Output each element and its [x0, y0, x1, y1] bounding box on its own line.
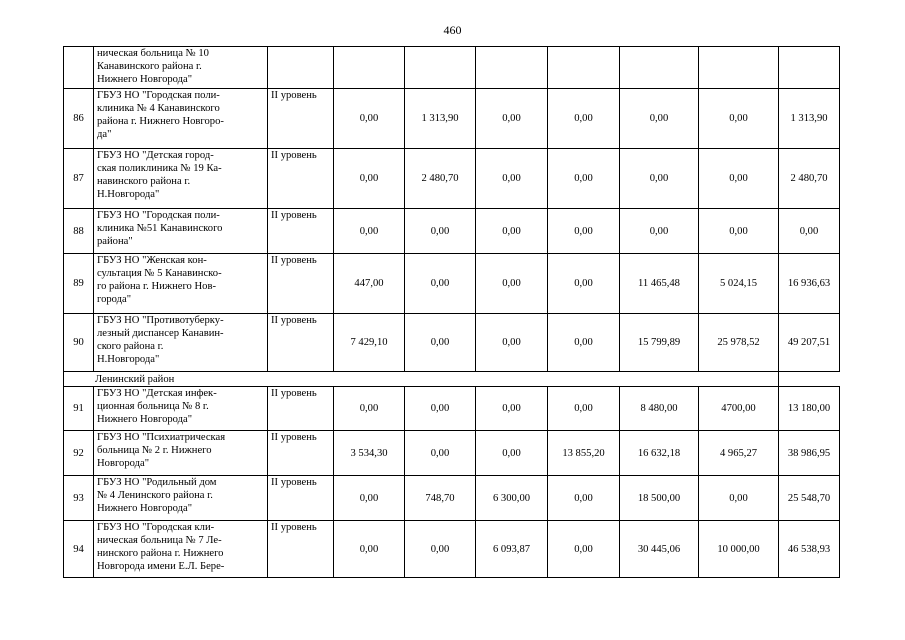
value-cell: 0,00: [620, 209, 699, 254]
row-number-cell: 91: [64, 387, 94, 431]
row-number-cell: 89: [64, 254, 94, 314]
value-cell: [779, 47, 840, 89]
value-cell: [334, 47, 405, 89]
table-row: [64, 314, 840, 372]
value-cell: [699, 47, 779, 89]
value-cell: 5 024,15: [699, 254, 779, 314]
value-cell: 0,00: [548, 314, 620, 372]
value-cell: 0,00: [548, 209, 620, 254]
value-cell: 25 548,70: [779, 476, 840, 521]
value-cell: 1 313,90: [779, 89, 840, 149]
district-row: [64, 372, 840, 387]
institution-name-cell: ническая больница № 10 Канавинского района г. Нижнего Новгорода": [94, 47, 268, 89]
value-cell: 0,00: [699, 149, 779, 209]
institution-name-cell: ГБУЗ НО "Детская инфек- ционная больница № 8 г. Нижнего Новгорода": [94, 387, 268, 431]
page-number: 460: [443, 23, 462, 37]
table-body: [64, 47, 840, 578]
level-cell: II уровень: [268, 149, 334, 209]
value-cell: [476, 47, 548, 89]
value-cell: 0,00: [699, 476, 779, 521]
value-cell: 0,00: [699, 89, 779, 149]
row-number-cell: 86: [64, 89, 94, 149]
value-cell: 6 093,87: [476, 521, 548, 578]
value-cell: 0,00: [476, 209, 548, 254]
value-cell: 46 538,93: [779, 521, 840, 578]
level-cell: II уровень: [268, 89, 334, 149]
value-cell: 6 300,00: [476, 476, 548, 521]
table-row: [64, 89, 840, 149]
value-cell: 15 799,89: [620, 314, 699, 372]
value-cell: 13 180,00: [779, 387, 840, 431]
value-cell: 30 445,06: [620, 521, 699, 578]
value-cell: 0,00: [548, 521, 620, 578]
level-cell: II уровень: [268, 209, 334, 254]
value-cell: 0,00: [334, 476, 405, 521]
value-cell: 49 207,51: [779, 314, 840, 372]
value-cell: 0,00: [334, 521, 405, 578]
value-cell: 0,00: [548, 476, 620, 521]
value-cell: 8 480,00: [620, 387, 699, 431]
value-cell: 4 965,27: [699, 431, 779, 476]
value-cell: 0,00: [405, 209, 476, 254]
value-cell: 0,00: [405, 521, 476, 578]
value-cell: 0,00: [476, 387, 548, 431]
value-cell: 10 000,00: [699, 521, 779, 578]
value-cell: 16 632,18: [620, 431, 699, 476]
level-cell: II уровень: [268, 254, 334, 314]
value-cell: 0,00: [548, 387, 620, 431]
row-number-cell: 94: [64, 521, 94, 578]
value-cell: [405, 47, 476, 89]
table-row: [64, 209, 840, 254]
table-row: [64, 149, 840, 209]
value-cell: [620, 47, 699, 89]
value-cell: 0,00: [548, 149, 620, 209]
value-cell: 0,00: [476, 89, 548, 149]
value-cell: 16 936,63: [779, 254, 840, 314]
value-cell: 0,00: [548, 254, 620, 314]
institution-name-cell: ГБУЗ НО "Женская кон- сультация № 5 Канавинско- го района г. Нижнего Нов- города": [94, 254, 268, 314]
row-number-cell: [64, 47, 94, 89]
value-cell: 0,00: [779, 209, 840, 254]
institution-name-cell: ГБУЗ НО "Городская поли- клиника №51 Канавинского района": [94, 209, 268, 254]
row-number-cell: 88: [64, 209, 94, 254]
value-cell: 25 978,52: [699, 314, 779, 372]
level-cell: II уровень: [268, 314, 334, 372]
data-table: [63, 46, 840, 578]
value-cell: 0,00: [405, 254, 476, 314]
value-cell: 0,00: [334, 89, 405, 149]
value-cell: 2 480,70: [405, 149, 476, 209]
value-cell: 0,00: [334, 387, 405, 431]
institution-name-cell: ГБУЗ НО "Детская город- ская поликлиника № 19 Ка- навинского района г. Н.Новгорода": [94, 149, 268, 209]
value-cell: 38 986,95: [779, 431, 840, 476]
table-row: [64, 47, 840, 89]
table-row: [64, 254, 840, 314]
value-cell: 0,00: [334, 149, 405, 209]
value-cell: 7 429,10: [334, 314, 405, 372]
value-cell: 0,00: [405, 314, 476, 372]
value-cell: 0,00: [548, 89, 620, 149]
value-cell: 0,00: [476, 314, 548, 372]
table-row: [64, 431, 840, 476]
value-cell: 0,00: [476, 431, 548, 476]
value-cell: 0,00: [620, 149, 699, 209]
institution-name-cell: ГБУЗ НО "Противотуберку- лезный диспансер Канавин- ского района г. Н.Новгорода": [94, 314, 268, 372]
level-cell: [268, 47, 334, 89]
value-cell: 4700,00: [699, 387, 779, 431]
level-cell: II уровень: [268, 387, 334, 431]
table-row: [64, 476, 840, 521]
table-row: [64, 521, 840, 578]
value-cell: 11 465,48: [620, 254, 699, 314]
level-cell: II уровень: [268, 476, 334, 521]
value-cell: 0,00: [476, 254, 548, 314]
institution-name-cell: ГБУЗ НО "Психиатрическая больница № 2 г. Нижнего Новгорода": [94, 431, 268, 476]
district-label: Ленинский район: [64, 372, 779, 387]
value-cell: 3 534,30: [334, 431, 405, 476]
value-cell: 0,00: [699, 209, 779, 254]
level-cell: II уровень: [268, 521, 334, 578]
value-cell: 0,00: [620, 89, 699, 149]
value-cell: 748,70: [405, 476, 476, 521]
row-number-cell: 90: [64, 314, 94, 372]
value-cell: 447,00: [334, 254, 405, 314]
row-number-cell: 93: [64, 476, 94, 521]
institution-name-cell: ГБУЗ НО "Родильный дом № 4 Ленинского района г. Нижнего Новгорода": [94, 476, 268, 521]
value-cell: 2 480,70: [779, 149, 840, 209]
row-number-cell: 92: [64, 431, 94, 476]
institution-name-cell: ГБУЗ НО "Городская поли- клиника № 4 Канавинского района г. Нижнего Новгоро- да": [94, 89, 268, 149]
value-cell: 0,00: [405, 431, 476, 476]
institution-name-cell: ГБУЗ НО "Городская кли- ническая больница № 7 Ле- нинского района г. Нижнего Новгорода имени Е.Л. Бере-: [94, 521, 268, 578]
table-row: [64, 387, 840, 431]
value-cell: 1 313,90: [405, 89, 476, 149]
value-cell: 0,00: [405, 387, 476, 431]
value-cell: 18 500,00: [620, 476, 699, 521]
value-cell: 13 855,20: [548, 431, 620, 476]
level-cell: II уровень: [268, 431, 334, 476]
value-cell: 0,00: [476, 149, 548, 209]
row-number-cell: 87: [64, 149, 94, 209]
value-cell: 0,00: [334, 209, 405, 254]
value-cell: [548, 47, 620, 89]
